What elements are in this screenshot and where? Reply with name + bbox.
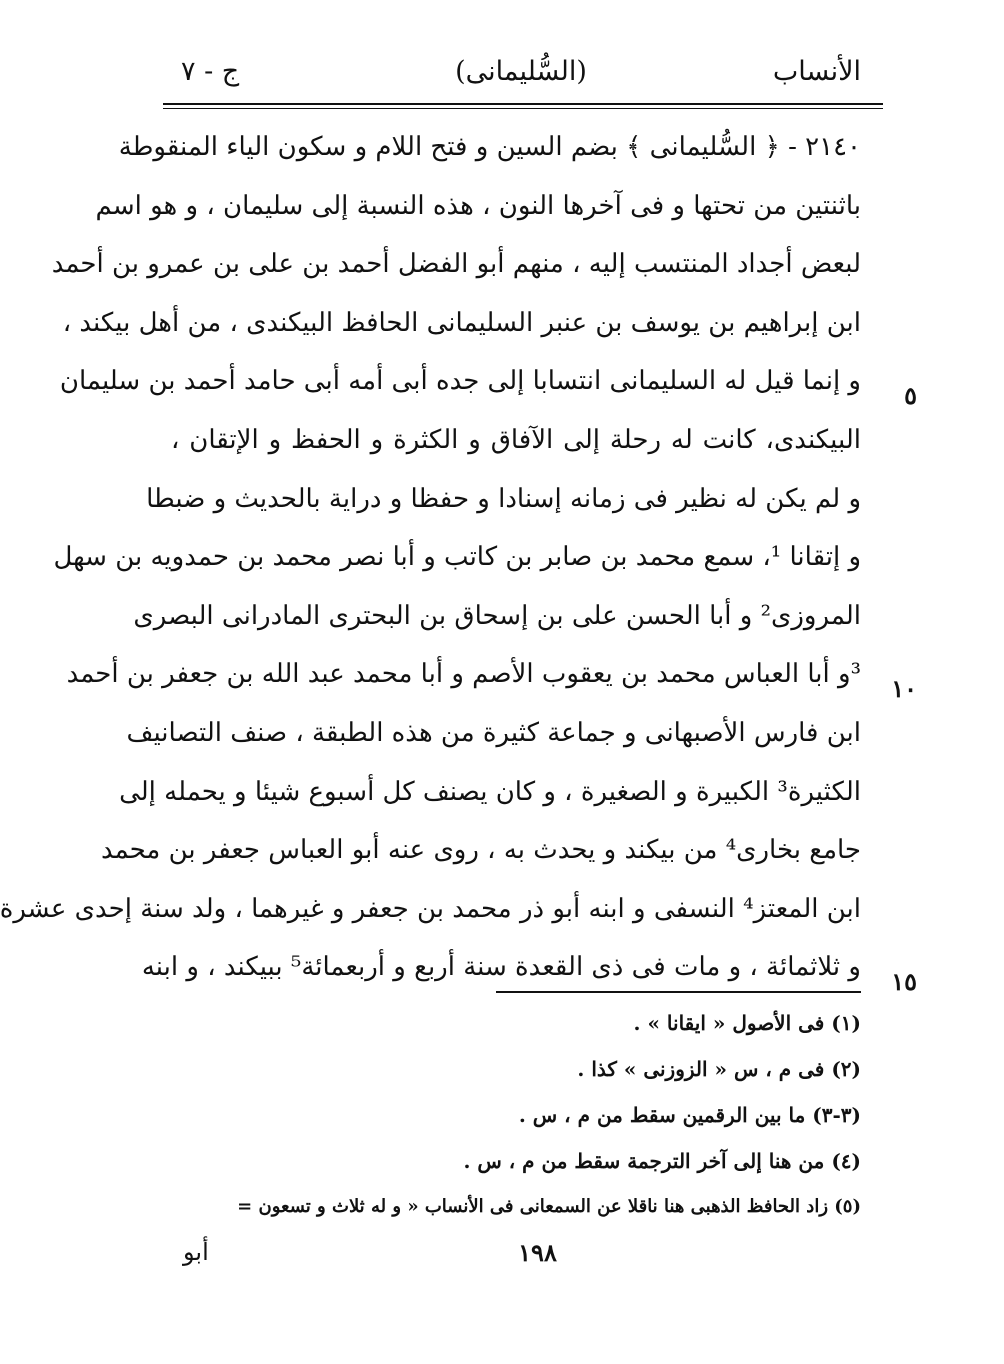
text-line: ابن فارس الأصبهانى و جماعة كثيرة من هذه الطبقة ، صنف التصانيف: [126, 717, 861, 748]
header-double-rule: [163, 103, 883, 109]
text-line: البيكندى، كانت له رحلة إلى الآفاق و الكثرة و الحفظ و الإتقان ،: [171, 424, 861, 455]
header-volume-number: ج - ٧: [181, 56, 240, 87]
footnotes: [171, 1000, 861, 1230]
line-number-10: ١٠: [891, 674, 917, 703]
text-line: الكثيرة³ الكبيرة و الصغيرة ، و كان يصنف كل أسبوع شيئا و يحمله إلى: [119, 776, 861, 807]
running-header: [171, 52, 871, 96]
footnote-5: (٥) زاد الحافظ الذهبى هنا ناقلا عن السمعانى فى الأنساب « و له ثلاث و تسعون =: [237, 1196, 861, 1217]
text-line: المروزى² و أبا الحسن على بن إسحاق بن البحترى المادرانى البصرى: [133, 600, 861, 631]
footnote-3: (٣-٣) ما بين الرقمين سقط من م ، س .: [518, 1103, 861, 1127]
text-line: و إتقانا ¹، سمع محمد بن صابر بن كاتب و أبا نصر محمد بن حمدويه بن سهل: [53, 542, 861, 573]
text-line: ابن المعتز⁴ النسفى و ابنه أبو ذر محمد بن جعفر و غيرهما ، ولد سنة إحدى عشرة: [0, 893, 861, 924]
text-line: ³و أبا العباس محمد بن يعقوب الأصم و أبا محمد عبد الله بن جعفر بن أحمد: [66, 659, 861, 690]
footnote-4: (٤) من هنا إلى آخر الترجمة سقط من م ، س .: [463, 1149, 861, 1173]
text-line: ابن إبراهيم بن يوسف بن عنبر السليمانى الحافظ البيكندى ، من أهل بيكند ،: [62, 307, 861, 338]
footnote-rule: [496, 991, 861, 993]
text-line: ٢١٤٠ - ﴿ السُّليمانى ﴾ بضم السين و فتح اللام و سكون الياء المنقوطة: [118, 132, 861, 162]
text-line: و ثلاثمائة ، و مات فى ذى القعدة سنة أربع و أربعمائة⁵ ببيكند ، و ابنه: [141, 952, 861, 983]
footnote-2: (٢) فى م ، س « الزوزنى » كذا .: [577, 1057, 861, 1081]
main-text: [0, 118, 861, 997]
page-number: ١٩٨: [518, 1238, 557, 1267]
catchword: أبو: [183, 1238, 209, 1266]
line-number-15: ١٥: [891, 967, 917, 996]
line-number-5: ٥: [904, 381, 917, 410]
text-line: لبعض أجداد المنتسب إليه ، منهم أبو الفضل أحمد بن على بن عمرو بن أحمد: [51, 249, 861, 280]
text-line: جامع بخارى⁴ من بيكند و يحدث به ، روى عنه أبو العباس جعفر بن محمد: [100, 835, 861, 866]
text-line: باثنتين من تحتها و فى آخرها النون ، هذه النسبة إلى سليمان ، و هو اسم: [95, 190, 861, 221]
header-book-title: الأنساب: [772, 56, 861, 87]
header-entry-title: (السُّليمانى): [455, 56, 587, 87]
text-line: و لم يكن له نظير فى زمانه إسنادا و حفظا و دراية بالحديث و ضبطا: [146, 483, 861, 514]
footnote-1: (١) فى الأصول « ايقانا » .: [633, 1011, 861, 1035]
text-line: و إنما قيل له السليمانى انتسابا إلى جده أبى أمه أبى حامد أحمد بن سليمان: [59, 366, 861, 397]
